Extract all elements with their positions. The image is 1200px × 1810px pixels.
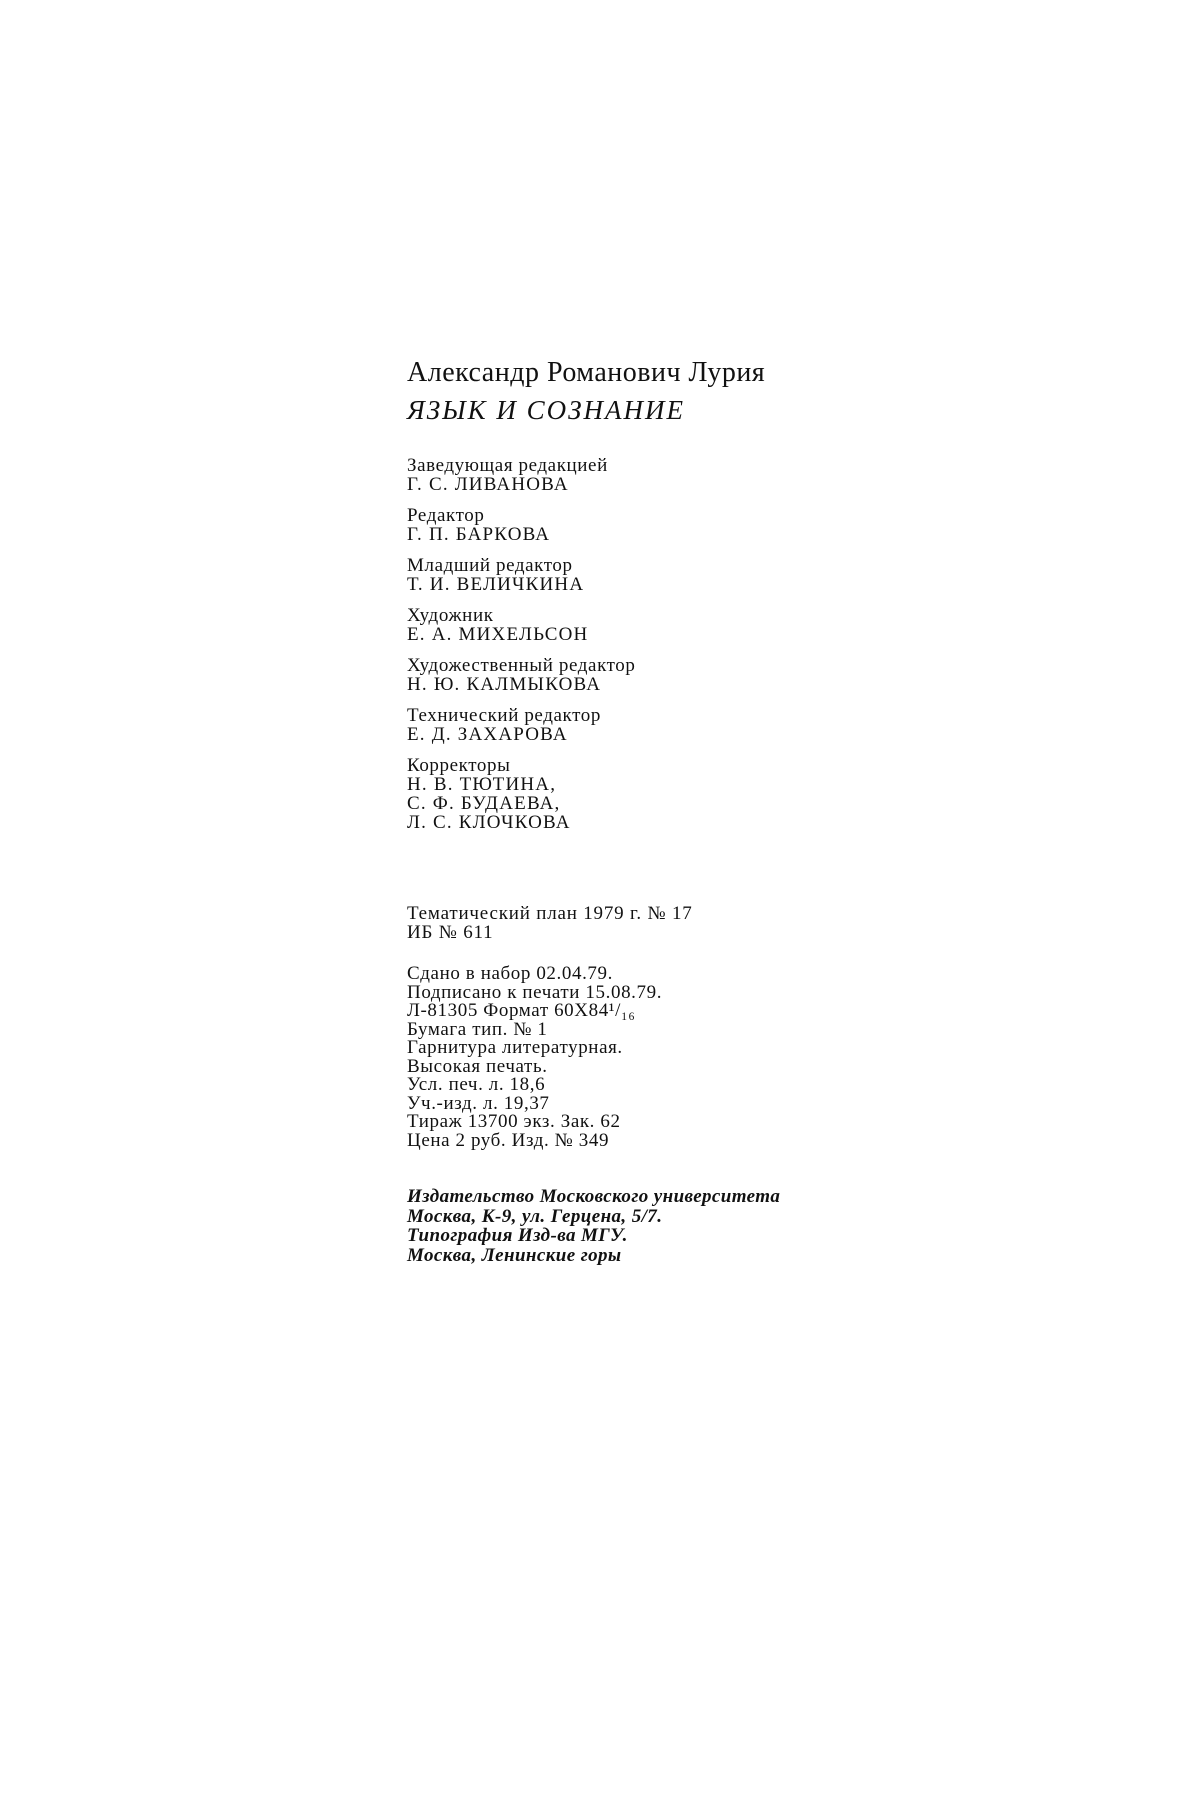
spec-line: Уч.-изд. л. 19,37 — [407, 1092, 550, 1114]
ib-number: ИБ № 611 — [407, 922, 494, 943]
spec-line: Сдано в набор 02.04.79. — [407, 963, 613, 984]
spec-line: Л-81305 Формат 60Х84¹/₁₆ — [407, 1000, 636, 1021]
credit-name: Е. Д. ЗАХАРОВА — [407, 724, 568, 745]
credit-name: Н. В. ТЮТИНА, — [407, 774, 557, 795]
credit-junior-editor — [407, 556, 636, 594]
credit-role: Корректоры — [407, 755, 511, 776]
credit-role: Технический редактор — [407, 705, 601, 726]
spec-line: Высокая печать. — [407, 1055, 548, 1077]
print-specs — [407, 965, 662, 1150]
spec-line: Тираж 13700 экз. Зак. 62 — [407, 1111, 621, 1132]
credit-role: Редактор — [407, 505, 485, 526]
credit-name: Л. С. КЛОЧКОВА — [407, 812, 571, 833]
spec-line: Подписано к печати 15.08.79. — [407, 981, 663, 1003]
publisher-line: Москва, К-9, ул. Герцена, 5/7. — [407, 1205, 663, 1227]
author-name: Александр Романович Лурия — [407, 357, 766, 388]
spec-line: Гарнитура литературная. — [407, 1037, 623, 1058]
credit-role: Художественный редактор — [407, 655, 636, 676]
thematic-plan: Тематический план 1979 г. № 17 — [407, 903, 693, 924]
credit-role: Младший редактор — [407, 555, 573, 576]
publisher-line: Москва, Ленинские горы — [407, 1244, 622, 1266]
spec-line: Бумага тип. № 1 — [407, 1018, 548, 1040]
credit-name: Г. П. БАРКОВА — [407, 524, 551, 545]
credit-technical-editor — [407, 706, 636, 744]
thematic-plan-block — [407, 904, 693, 942]
book-title: ЯЗЫК И СОЗНАНИЕ — [407, 395, 685, 425]
credit-role: Художник — [407, 605, 494, 626]
credit-art-editor — [407, 656, 636, 694]
publisher-line: Издательство Московского университета — [407, 1186, 781, 1207]
credit-role: Заведующая редакцией — [407, 455, 608, 476]
credit-editor — [407, 506, 636, 544]
publisher-info — [407, 1187, 780, 1265]
spec-line: Усл. печ. л. 18,6 — [407, 1074, 546, 1095]
publisher-line: Типография Изд-ва МГУ. — [407, 1225, 628, 1246]
credit-editor-in-chief — [407, 456, 636, 494]
credit-name: Е. А. МИХЕЛЬСОН — [407, 624, 589, 645]
credit-name: С. Ф. БУДАЕВА, — [407, 793, 561, 814]
credit-name: Т. И. ВЕЛИЧКИНА — [407, 574, 585, 595]
credit-name: Г. С. ЛИВАНОВА — [407, 474, 569, 495]
credits-list — [407, 456, 636, 844]
credit-proofreaders — [407, 756, 636, 832]
credit-name: Н. Ю. КАЛМЫКОВА — [407, 674, 602, 695]
spec-line: Цена 2 руб. Изд. № 349 — [407, 1129, 610, 1151]
credit-artist — [407, 606, 636, 644]
